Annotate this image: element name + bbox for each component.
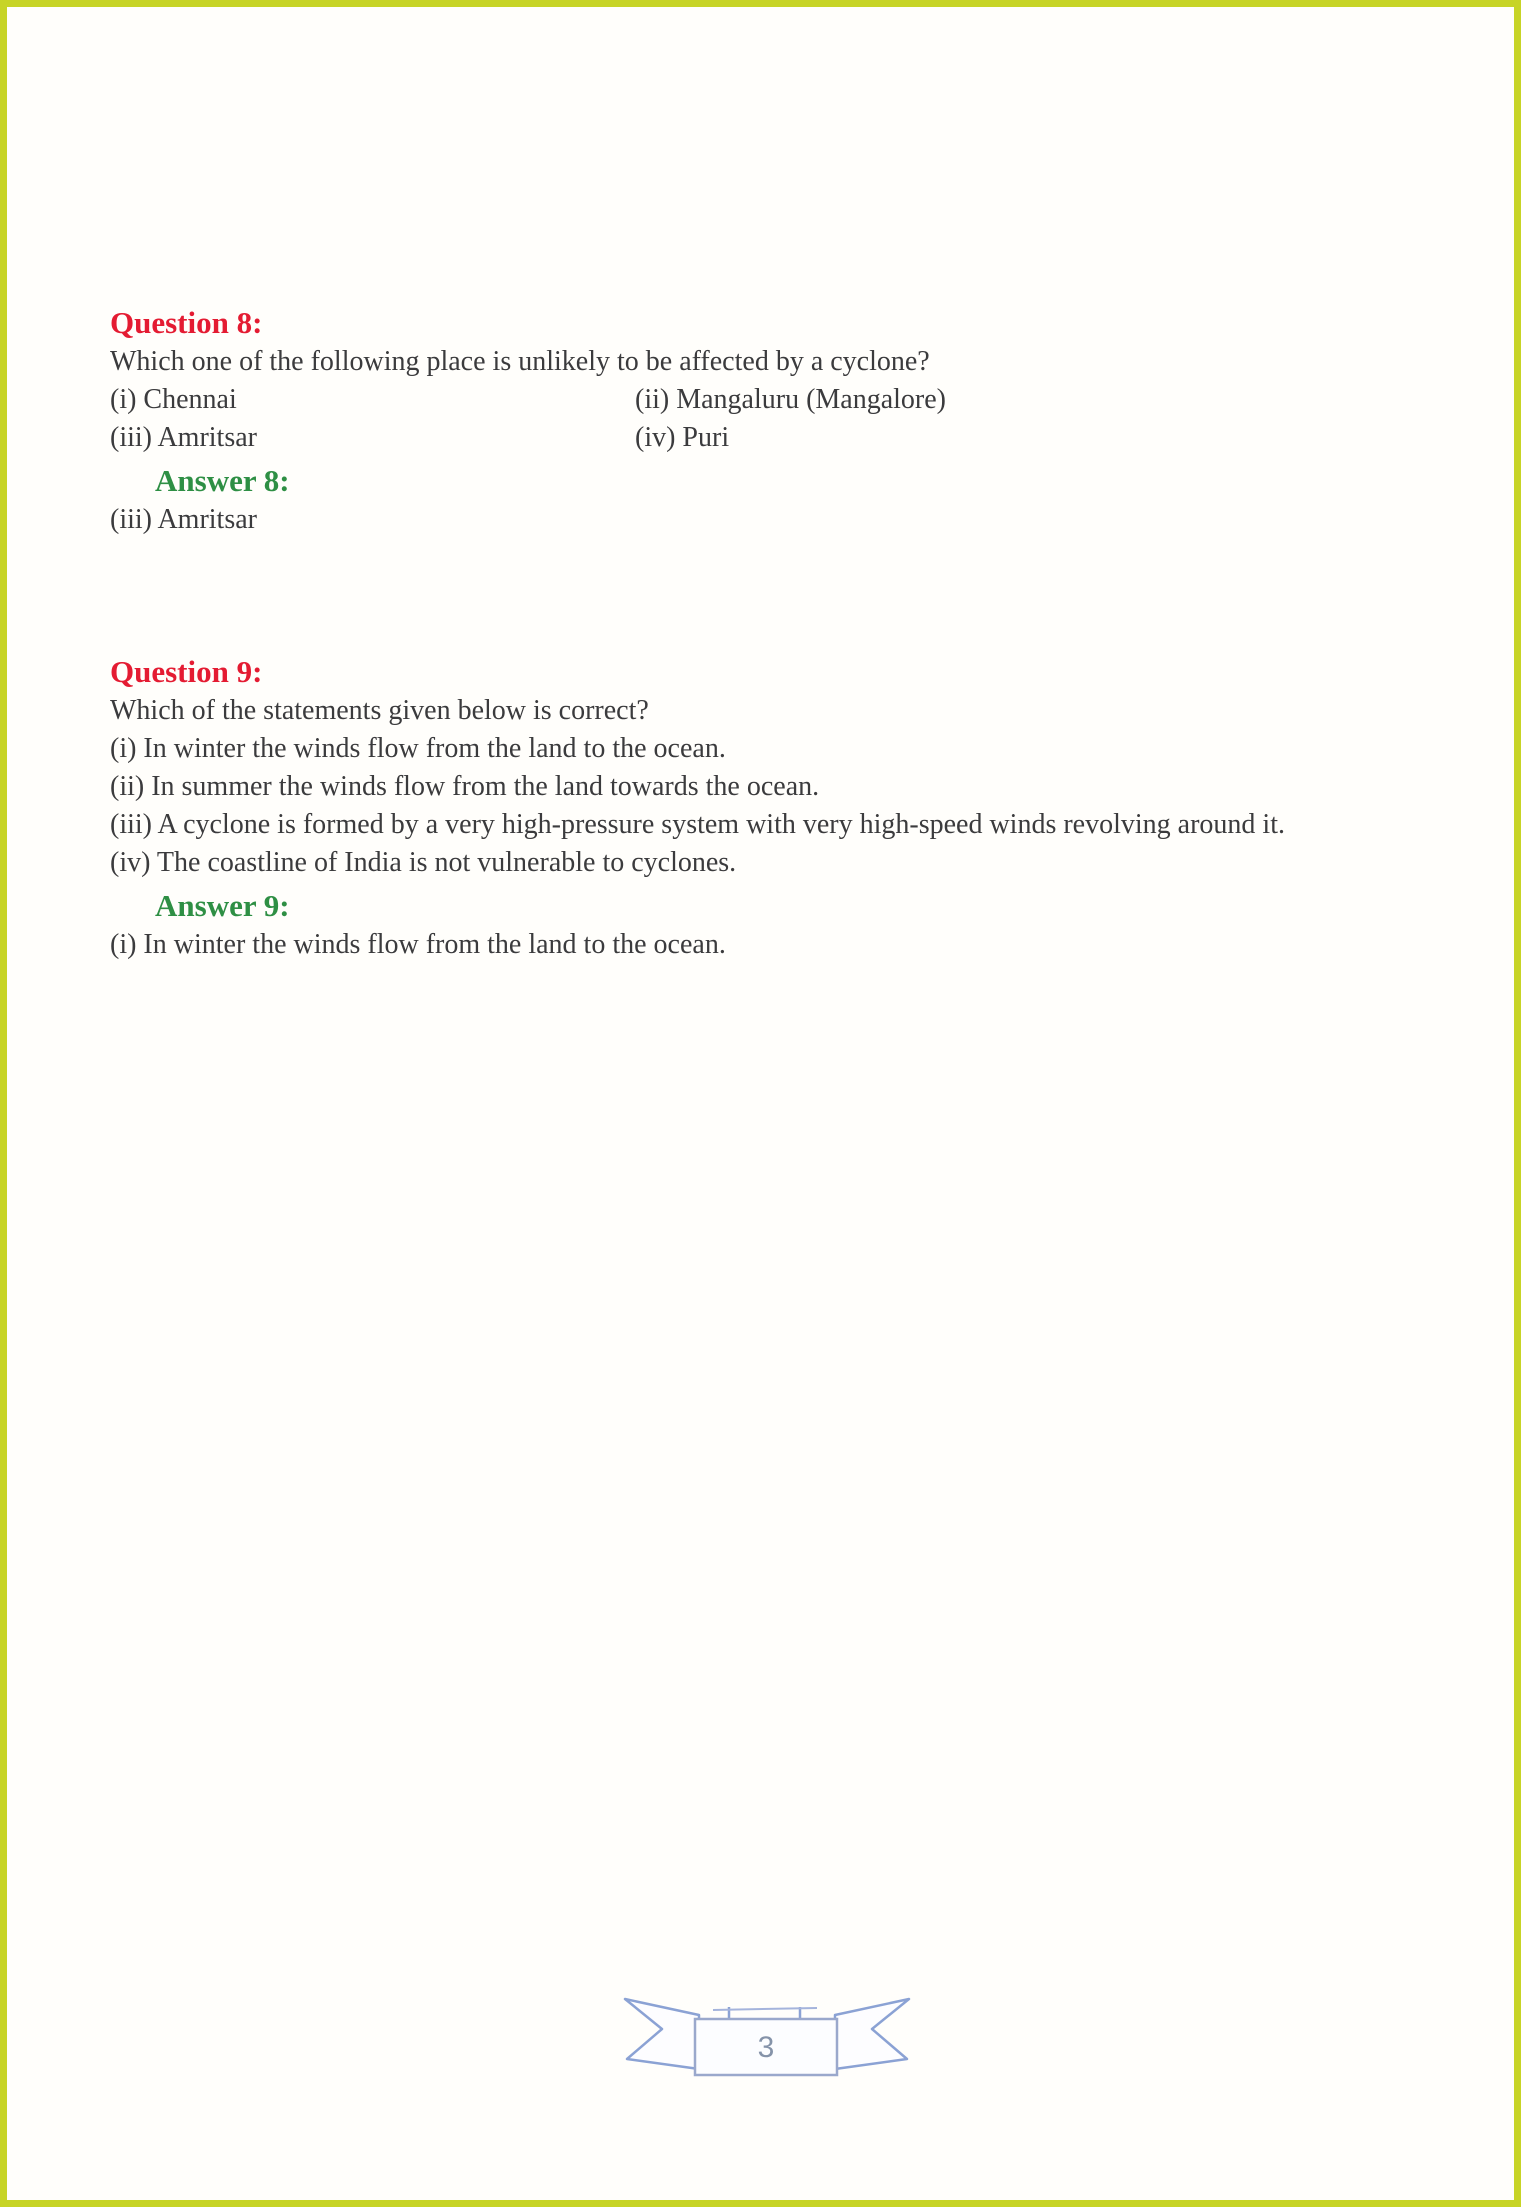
- option-ii: (ii) Mangaluru (Mangalore): [635, 384, 946, 415]
- answer-8-heading: Answer 8:: [155, 463, 290, 498]
- page-number-ribbon: [617, 1957, 917, 2087]
- statement-iv: (iv) The coastline of India is not vulnerable to cyclones.: [110, 847, 737, 878]
- answer-8-text: (iii) Amritsar: [110, 504, 257, 535]
- page-number: 3: [757, 2031, 775, 2064]
- page-content: [110, 303, 1426, 964]
- ribbon-left-tail: [625, 1999, 699, 2069]
- question-9-text: Which of the statements given below is correct?: [110, 695, 649, 726]
- ribbon-right-tail: [835, 1999, 909, 2069]
- answer-9-heading: Answer 9:: [155, 888, 290, 923]
- question-8-section: [110, 303, 1426, 539]
- statement-i: (i) In winter the winds flow from the land to the ocean.: [110, 733, 726, 764]
- statement-iii: (iii) A cyclone is formed by a very high-pressure system with very high-speed winds revolving around it.: [110, 809, 1285, 840]
- option-i: (i) Chennai: [110, 384, 237, 415]
- statement-ii: (ii) In summer the winds flow from the land towards the ocean.: [110, 771, 820, 802]
- option-iv: (iv) Puri: [635, 422, 730, 453]
- question-9-heading: Question 9:: [110, 654, 263, 689]
- question-9-section: [110, 652, 1426, 964]
- question-8-text: Which one of the following place is unlikely to be affected by a cyclone?: [110, 346, 930, 377]
- answer-9-text: (i) In winter the winds flow from the land to the ocean.: [110, 929, 726, 960]
- option-iii: (iii) Amritsar: [110, 422, 257, 453]
- question-8-heading: Question 8:: [110, 305, 263, 340]
- question-8-options: [110, 381, 1426, 457]
